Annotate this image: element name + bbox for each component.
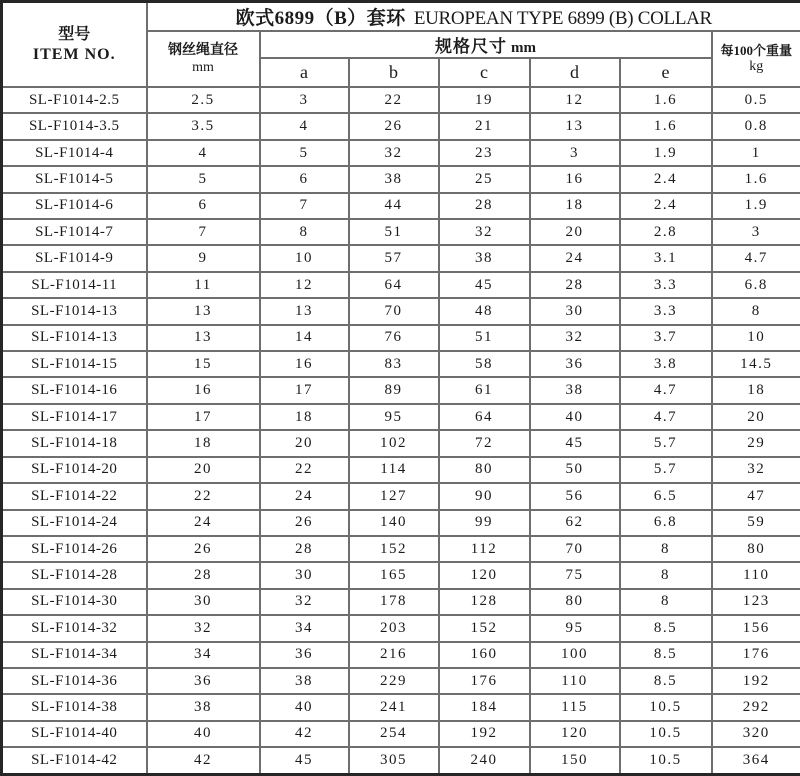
value-cell: 3.8	[620, 351, 712, 377]
value-cell: 192	[712, 668, 800, 694]
value-cell: 320	[712, 721, 800, 747]
value-cell: 32	[260, 589, 349, 615]
value-cell: 1	[712, 140, 800, 166]
table-row	[2, 87, 800, 113]
value-cell: 59	[712, 510, 800, 536]
value-cell: 8	[620, 589, 712, 615]
value-cell: 20	[712, 404, 800, 430]
value-cell: 47	[712, 483, 800, 509]
value-cell: 4.7	[620, 377, 712, 403]
value-cell: 10	[712, 325, 800, 351]
item-no-header-cell	[2, 2, 147, 88]
value-cell: 17	[147, 404, 260, 430]
value-cell: 115	[530, 694, 620, 720]
value-cell: 58	[439, 351, 530, 377]
value-cell: 38	[439, 245, 530, 271]
value-cell: 32	[147, 615, 260, 641]
value-cell: 6.5	[620, 483, 712, 509]
table-row	[2, 721, 800, 747]
value-cell: 70	[349, 298, 439, 324]
table-title-cn: 欧式6899（B）套环	[235, 8, 406, 29]
value-cell: 8	[620, 536, 712, 562]
value-cell: 13	[147, 325, 260, 351]
value-cell: 102	[349, 430, 439, 456]
value-cell: 29	[712, 430, 800, 456]
value-cell: 16	[530, 166, 620, 192]
table-row	[2, 351, 800, 377]
value-cell: 18	[260, 404, 349, 430]
value-cell: 156	[712, 615, 800, 641]
item-no-cell: SL-F1014-3.5	[2, 113, 147, 139]
value-cell: 5.7	[620, 430, 712, 456]
column-header-c: c	[439, 58, 530, 87]
value-cell: 26	[147, 536, 260, 562]
value-cell: 216	[349, 642, 439, 668]
table-row	[2, 589, 800, 615]
item-no-cell: SL-F1014-4	[2, 140, 147, 166]
value-cell: 152	[349, 536, 439, 562]
value-cell: 364	[712, 747, 800, 774]
table-row	[2, 245, 800, 271]
spec-dimensions-header-unit: mm	[511, 40, 536, 56]
value-cell: 10.5	[620, 694, 712, 720]
table-row	[2, 747, 800, 774]
value-cell: 24	[530, 245, 620, 271]
value-cell: 30	[147, 589, 260, 615]
value-cell: 1.9	[712, 193, 800, 219]
value-cell: 7	[260, 193, 349, 219]
value-cell: 28	[530, 272, 620, 298]
value-cell: 40	[260, 694, 349, 720]
item-no-header-en: ITEM NO.	[32, 45, 116, 63]
table-row	[2, 193, 800, 219]
value-cell: 184	[439, 694, 530, 720]
value-cell: 28	[147, 562, 260, 588]
value-cell: 99	[439, 510, 530, 536]
value-cell: 80	[439, 457, 530, 483]
item-no-cell: SL-F1014-40	[2, 721, 147, 747]
header-row-title	[2, 2, 800, 32]
value-cell: 90	[439, 483, 530, 509]
table-row	[2, 430, 800, 456]
value-cell: 38	[349, 166, 439, 192]
value-cell: 16	[260, 351, 349, 377]
value-cell: 4	[260, 113, 349, 139]
table-row	[2, 615, 800, 641]
value-cell: 36	[147, 668, 260, 694]
value-cell: 10.5	[620, 747, 712, 774]
value-cell: 203	[349, 615, 439, 641]
value-cell: 110	[530, 668, 620, 694]
table-title-en: EUROPEAN TYPE 6899 (B) COLLAR	[413, 8, 712, 29]
item-no-cell: SL-F1014-38	[2, 694, 147, 720]
value-cell: 1.9	[620, 140, 712, 166]
item-no-cell: SL-F1014-13	[2, 325, 147, 351]
value-cell: 10.5	[620, 721, 712, 747]
value-cell: 12	[530, 87, 620, 113]
value-cell: 192	[439, 721, 530, 747]
value-cell: 38	[530, 377, 620, 403]
value-cell: 42	[260, 721, 349, 747]
value-cell: 4	[147, 140, 260, 166]
value-cell: 150	[530, 747, 620, 774]
value-cell: 127	[349, 483, 439, 509]
value-cell: 3	[260, 87, 349, 113]
value-cell: 152	[439, 615, 530, 641]
column-header-b: b	[349, 58, 439, 87]
value-cell: 57	[349, 245, 439, 271]
table-header	[2, 2, 800, 88]
table-row	[2, 694, 800, 720]
value-cell: 64	[349, 272, 439, 298]
spec-dimensions-header-cell	[260, 31, 712, 58]
value-cell: 8	[260, 219, 349, 245]
table-row	[2, 536, 800, 562]
value-cell: 120	[530, 721, 620, 747]
spec-dimensions-header-cn: 规格尺寸	[435, 37, 507, 56]
value-cell: 110	[712, 562, 800, 588]
value-cell: 305	[349, 747, 439, 774]
value-cell: 8	[712, 298, 800, 324]
value-cell: 72	[439, 430, 530, 456]
value-cell: 11	[147, 272, 260, 298]
value-cell: 50	[530, 457, 620, 483]
column-header-a: a	[260, 58, 349, 87]
item-no-cell: SL-F1014-6	[2, 193, 147, 219]
value-cell: 2.5	[147, 87, 260, 113]
weight-header-unit: kg	[749, 59, 764, 75]
value-cell: 6	[147, 193, 260, 219]
value-cell: 22	[349, 87, 439, 113]
table-row	[2, 377, 800, 403]
item-no-cell: SL-F1014-17	[2, 404, 147, 430]
value-cell: 15	[147, 351, 260, 377]
value-cell: 3.3	[620, 298, 712, 324]
value-cell: 14	[260, 325, 349, 351]
value-cell: 6.8	[712, 272, 800, 298]
value-cell: 18	[530, 193, 620, 219]
value-cell: 24	[260, 483, 349, 509]
column-header-d: d	[530, 58, 620, 87]
value-cell: 160	[439, 642, 530, 668]
value-cell: 36	[260, 642, 349, 668]
value-cell: 44	[349, 193, 439, 219]
value-cell: 10	[260, 245, 349, 271]
value-cell: 6	[260, 166, 349, 192]
item-no-cell: SL-F1014-20	[2, 457, 147, 483]
value-cell: 70	[530, 536, 620, 562]
value-cell: 3.7	[620, 325, 712, 351]
value-cell: 6.8	[620, 510, 712, 536]
value-cell: 17	[260, 377, 349, 403]
table-row	[2, 219, 800, 245]
item-no-cell: SL-F1014-34	[2, 642, 147, 668]
value-cell: 112	[439, 536, 530, 562]
value-cell: 292	[712, 694, 800, 720]
value-cell: 5	[260, 140, 349, 166]
value-cell: 34	[260, 615, 349, 641]
table-row	[2, 668, 800, 694]
table-row	[2, 457, 800, 483]
value-cell: 80	[530, 589, 620, 615]
value-cell: 56	[530, 483, 620, 509]
diameter-header-cn: 钢丝绳直径	[168, 42, 238, 58]
value-cell: 32	[439, 219, 530, 245]
value-cell: 40	[530, 404, 620, 430]
value-cell: 89	[349, 377, 439, 403]
value-cell: 83	[349, 351, 439, 377]
item-no-cell: SL-F1014-16	[2, 377, 147, 403]
value-cell: 32	[349, 140, 439, 166]
value-cell: 62	[530, 510, 620, 536]
item-no-cell: SL-F1014-15	[2, 351, 147, 377]
value-cell: 28	[439, 193, 530, 219]
value-cell: 45	[530, 430, 620, 456]
value-cell: 32	[712, 457, 800, 483]
table-row	[2, 404, 800, 430]
item-no-cell: SL-F1014-5	[2, 166, 147, 192]
value-cell: 45	[260, 747, 349, 774]
value-cell: 30	[260, 562, 349, 588]
value-cell: 1.6	[712, 166, 800, 192]
value-cell: 3	[530, 140, 620, 166]
value-cell: 20	[530, 219, 620, 245]
table-row	[2, 272, 800, 298]
value-cell: 40	[147, 721, 260, 747]
value-cell: 19	[439, 87, 530, 113]
value-cell: 16	[147, 377, 260, 403]
value-cell: 26	[260, 510, 349, 536]
table-row	[2, 140, 800, 166]
value-cell: 75	[530, 562, 620, 588]
column-header-e: e	[620, 58, 712, 87]
value-cell: 8.5	[620, 615, 712, 641]
value-cell: 95	[530, 615, 620, 641]
value-cell: 95	[349, 404, 439, 430]
value-cell: 3	[712, 219, 800, 245]
value-cell: 32	[530, 325, 620, 351]
value-cell: 22	[260, 457, 349, 483]
value-cell: 48	[439, 298, 530, 324]
value-cell: 176	[712, 642, 800, 668]
value-cell: 3.5	[147, 113, 260, 139]
value-cell: 128	[439, 589, 530, 615]
item-no-cell: SL-F1014-24	[2, 510, 147, 536]
item-no-cell: SL-F1014-11	[2, 272, 147, 298]
value-cell: 7	[147, 219, 260, 245]
value-cell: 140	[349, 510, 439, 536]
value-cell: 38	[147, 694, 260, 720]
value-cell: 5	[147, 166, 260, 192]
value-cell: 14.5	[712, 351, 800, 377]
value-cell: 114	[349, 457, 439, 483]
diameter-header-cell	[147, 31, 260, 87]
value-cell: 254	[349, 721, 439, 747]
value-cell: 240	[439, 747, 530, 774]
table-row	[2, 642, 800, 668]
item-no-cell: SL-F1014-9	[2, 245, 147, 271]
item-no-cell: SL-F1014-28	[2, 562, 147, 588]
value-cell: 36	[530, 351, 620, 377]
value-cell: 13	[530, 113, 620, 139]
item-no-cell: SL-F1014-2.5	[2, 87, 147, 113]
value-cell: 13	[260, 298, 349, 324]
value-cell: 1.6	[620, 87, 712, 113]
table-row	[2, 562, 800, 588]
value-cell: 22	[147, 483, 260, 509]
value-cell: 25	[439, 166, 530, 192]
value-cell: 80	[712, 536, 800, 562]
value-cell: 3.3	[620, 272, 712, 298]
value-cell: 13	[147, 298, 260, 324]
item-no-cell: SL-F1014-18	[2, 430, 147, 456]
table-row	[2, 325, 800, 351]
value-cell: 229	[349, 668, 439, 694]
value-cell: 100	[530, 642, 620, 668]
value-cell: 76	[349, 325, 439, 351]
value-cell: 178	[349, 589, 439, 615]
value-cell: 120	[439, 562, 530, 588]
value-cell: 34	[147, 642, 260, 668]
item-no-cell: SL-F1014-7	[2, 219, 147, 245]
value-cell: 18	[712, 377, 800, 403]
item-no-cell: SL-F1014-13	[2, 298, 147, 324]
value-cell: 20	[260, 430, 349, 456]
diameter-header-unit: mm	[192, 59, 214, 75]
value-cell: 8.5	[620, 642, 712, 668]
value-cell: 2.4	[620, 193, 712, 219]
value-cell: 26	[349, 113, 439, 139]
value-cell: 0.8	[712, 113, 800, 139]
spec-table-body	[2, 87, 800, 775]
item-no-cell: SL-F1014-36	[2, 668, 147, 694]
weight-header-cn: 每100个重量	[720, 42, 793, 58]
value-cell: 18	[147, 430, 260, 456]
value-cell: 0.5	[712, 87, 800, 113]
item-no-header-cn: 型号	[58, 25, 91, 43]
value-cell: 241	[349, 694, 439, 720]
value-cell: 12	[260, 272, 349, 298]
item-no-cell: SL-F1014-42	[2, 747, 147, 774]
table-row	[2, 510, 800, 536]
value-cell: 3.1	[620, 245, 712, 271]
value-cell: 45	[439, 272, 530, 298]
value-cell: 51	[439, 325, 530, 351]
table-row	[2, 298, 800, 324]
item-no-cell: SL-F1014-26	[2, 536, 147, 562]
value-cell: 165	[349, 562, 439, 588]
value-cell: 28	[260, 536, 349, 562]
value-cell: 51	[349, 219, 439, 245]
value-cell: 61	[439, 377, 530, 403]
item-no-cell: SL-F1014-32	[2, 615, 147, 641]
value-cell: 4.7	[712, 245, 800, 271]
value-cell: 2.8	[620, 219, 712, 245]
value-cell: 21	[439, 113, 530, 139]
value-cell: 30	[530, 298, 620, 324]
value-cell: 23	[439, 140, 530, 166]
item-no-cell: SL-F1014-22	[2, 483, 147, 509]
value-cell: 1.6	[620, 113, 712, 139]
value-cell: 2.4	[620, 166, 712, 192]
item-no-cell: SL-F1014-30	[2, 589, 147, 615]
table-row	[2, 166, 800, 192]
value-cell: 176	[439, 668, 530, 694]
value-cell: 4.7	[620, 404, 712, 430]
value-cell: 9	[147, 245, 260, 271]
value-cell: 8.5	[620, 668, 712, 694]
value-cell: 38	[260, 668, 349, 694]
value-cell: 24	[147, 510, 260, 536]
value-cell: 5.7	[620, 457, 712, 483]
table-row	[2, 483, 800, 509]
value-cell: 123	[712, 589, 800, 615]
weight-header-cell	[712, 31, 800, 87]
value-cell: 42	[147, 747, 260, 774]
table-row	[2, 113, 800, 139]
value-cell: 64	[439, 404, 530, 430]
table-title-cell	[147, 2, 800, 32]
value-cell: 8	[620, 562, 712, 588]
value-cell: 20	[147, 457, 260, 483]
